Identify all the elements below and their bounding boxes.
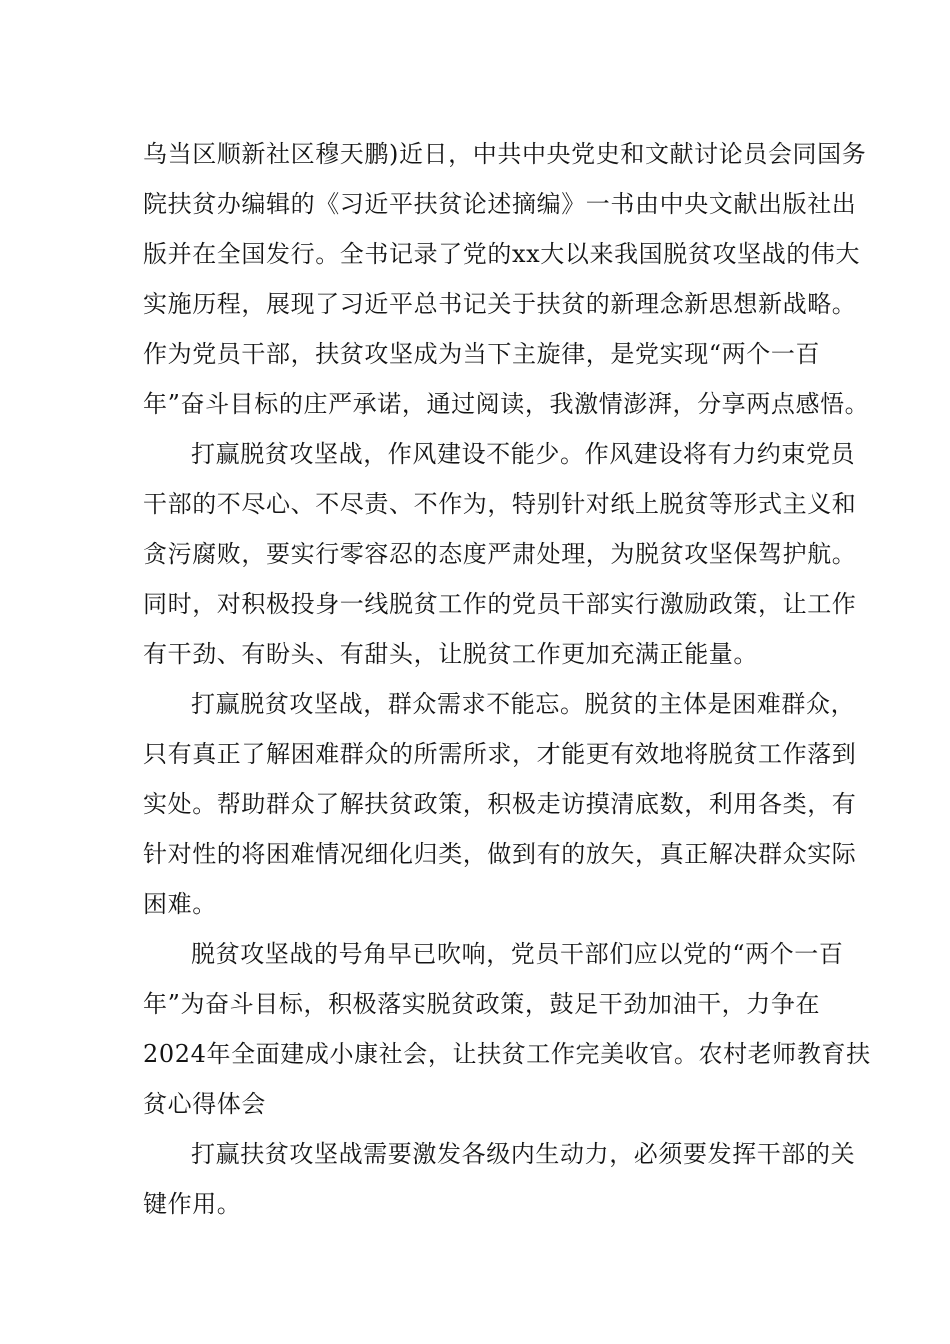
text-line: 乌当区顺新社区穆天鹏)近日，中共中央党史和文献讨论员会同国务: [143, 140, 867, 168]
text-line: 只有真正了解困难群众的所需所求，才能更有效地将脱贫工作落到: [143, 740, 857, 768]
text-line: 年”为奋斗目标，积极落实脱贫政策，鼓足干劲加油干，力争在: [143, 990, 821, 1018]
text-line: 2024年全面建成小康社会，让扶贫工作完美收官。农村老师教育扶: [143, 1040, 871, 1068]
text-line: 键作用。: [143, 1190, 242, 1218]
text-line: 同时，对积极投身一线脱贫工作的党员干部实行激励政策，让工作: [143, 590, 857, 618]
text-line: 贪污腐败，要实行零容忍的态度严肃处理，为脱贫攻坚保驾护航。: [143, 540, 857, 568]
text-line: 困难。: [143, 890, 217, 918]
text-line: 打赢扶贫攻坚战需要激发各级内生动力，必须要发挥干部的关: [191, 1140, 856, 1168]
text-line: 有干劲、有盼头、有甜头，让脱贫工作更加充满正能量。: [143, 640, 758, 668]
text-line: 年”奋斗目标的庄严承诺，通过阅读，我激情澎湃，分享两点感悟。: [143, 390, 870, 418]
text-line: 打赢脱贫攻坚战，作风建设不能少。作风建设将有力约束党员: [191, 440, 856, 468]
text-line: 脱贫攻坚战的号角早已吹响，党员干部们应以党的“两个一百: [191, 940, 844, 968]
text-line: 贫心得体会: [143, 1090, 266, 1118]
text-line: 打赢脱贫攻坚战，群众需求不能忘。脱贫的主体是困难群众，: [191, 690, 856, 718]
text-line: 院扶贫办编辑的《习近平扶贫论述摘编》一书由中央文献出版社出: [143, 190, 857, 218]
text-line: 作为党员干部，扶贫攻坚成为当下主旋律，是党实现“两个一百: [143, 340, 821, 368]
text-line: 实处。帮助群众了解扶贫政策，积极走访摸清底数，利用各类，有: [143, 790, 857, 818]
text-line: 版并在全国发行。全书记录了党的xx大以来我国脱贫攻坚战的伟大: [143, 240, 861, 268]
text-line: 实施历程，展现了习近平总书记关于扶贫的新理念新思想新战略。: [143, 290, 857, 318]
text-line: 干部的不尽心、不尽责、不作为，特别针对纸上脱贫等形式主义和: [143, 490, 857, 518]
text-line: 针对性的将困难情况细化归类，做到有的放矢，真正解决群众实际: [143, 840, 857, 868]
